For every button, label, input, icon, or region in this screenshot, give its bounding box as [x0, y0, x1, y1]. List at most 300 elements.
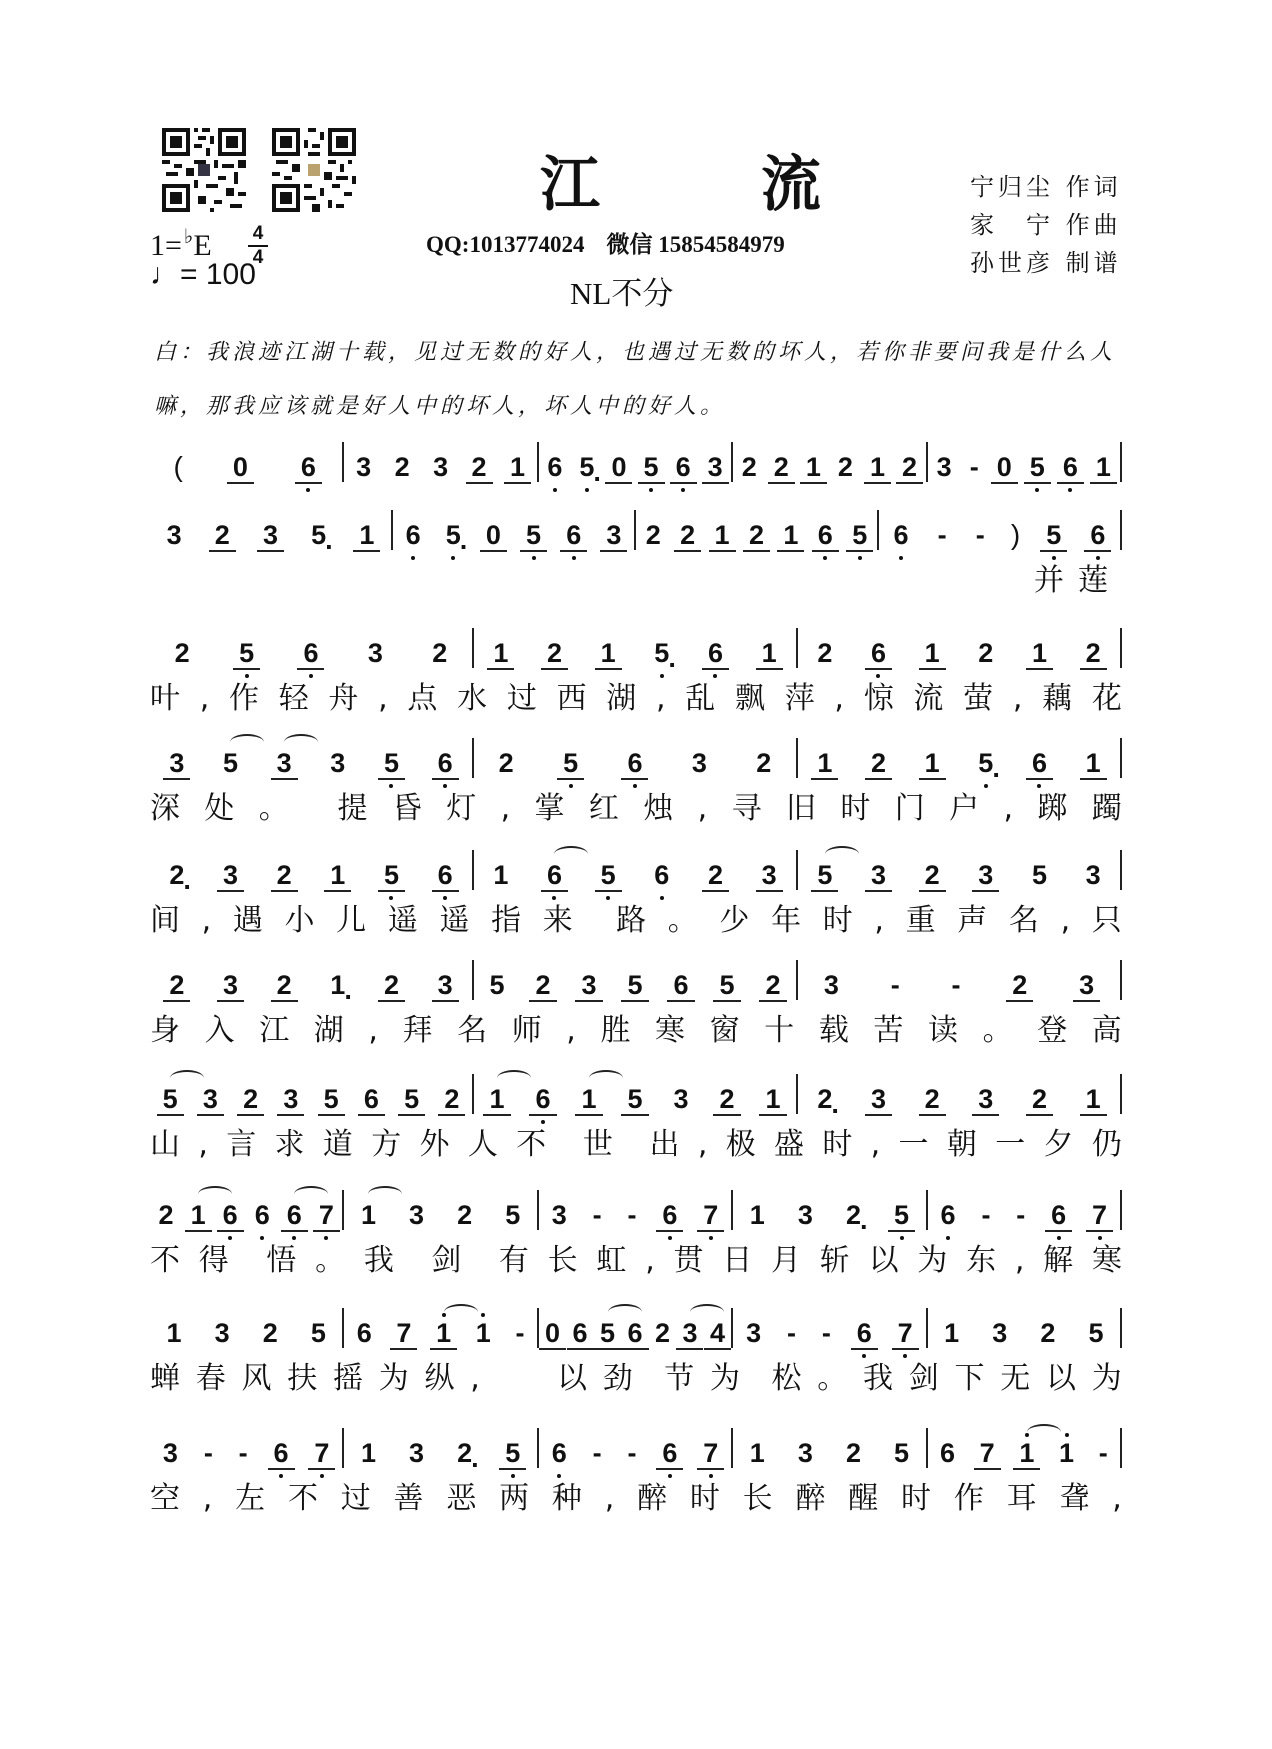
note: 3 [978, 1084, 994, 1114]
lyric-char: 拜 [402, 1013, 433, 1048]
octave-down-dot [306, 488, 310, 492]
note: 5 [812, 846, 837, 898]
measure [928, 1296, 1120, 1356]
note: 3 [746, 1318, 762, 1348]
page-title: 江 流 [540, 150, 891, 220]
barline [1120, 628, 1122, 668]
score-system [150, 1062, 1122, 1172]
note: 7 [979, 1438, 995, 1468]
note-extension: - [1016, 1200, 1026, 1230]
note: 2 [741, 452, 757, 482]
lyric-char: 求 [274, 1127, 305, 1162]
note: 0 [611, 452, 627, 482]
lyrics-line [150, 1238, 1122, 1288]
note: 2 [1085, 638, 1101, 668]
note: 6 [218, 1186, 243, 1238]
note: 2 [1040, 1318, 1056, 1348]
lyric-char: 莲 [1078, 563, 1122, 598]
lyric-char: 红 [588, 791, 619, 826]
note: 2 [680, 520, 696, 550]
lyric-char: 叶 [150, 681, 180, 716]
lyric-char: 善 [393, 1481, 424, 1516]
augmentation-dot: · [471, 1450, 481, 1480]
note: 1 [783, 520, 799, 550]
note: 3 [673, 1084, 689, 1114]
lyric-char: 户 [949, 791, 980, 826]
lyric-char: 读 [928, 1013, 958, 1048]
note: 6 [269, 1424, 294, 1476]
note: 3 [870, 1084, 886, 1114]
lyric-char: 夕 [1043, 1127, 1074, 1162]
octave-down-dot [668, 1236, 672, 1240]
note: 2 [471, 452, 487, 482]
lyric-char: 聋 [1059, 1481, 1090, 1516]
measure [798, 1062, 1120, 1126]
note: 5 [404, 1084, 420, 1114]
note-extension: - [627, 1438, 637, 1468]
note-extension: - [975, 520, 985, 550]
lyric-char: , [834, 681, 844, 716]
note: 1 [186, 1186, 211, 1238]
lyric-char: 东 [966, 1243, 997, 1278]
lyric-char: 道 [322, 1127, 353, 1162]
lyric-char: 重 [905, 903, 936, 938]
note: 1 [817, 748, 833, 778]
lyric-char: 时 [822, 903, 853, 938]
lyric-char: 不 [150, 1243, 180, 1278]
measure [344, 1296, 536, 1356]
octave-up-dot [1025, 1433, 1029, 1437]
note: 5 [379, 734, 404, 786]
note: 3 [1079, 970, 1095, 1000]
note-extension: - [821, 1318, 831, 1348]
note: 1 [493, 638, 509, 668]
note: 1 [510, 452, 526, 482]
lyric-char: 。 [258, 791, 289, 826]
lyrics-line [150, 898, 1122, 948]
note: 3 [409, 1438, 425, 1468]
octave-down-dot [668, 1474, 672, 1478]
lyric-char: , [874, 903, 884, 938]
note: 6 [657, 1424, 682, 1476]
note: 3 [551, 1200, 567, 1230]
lyric-char: , [199, 681, 210, 716]
note: 5 [1025, 438, 1050, 490]
staff-line [150, 726, 1122, 790]
note: 3 [222, 970, 238, 1000]
credits [970, 168, 1122, 282]
note: 3 [606, 520, 622, 550]
lyric-char: , [566, 1013, 576, 1048]
lyric-char: , [604, 1481, 615, 1516]
note: 2 [383, 970, 399, 1000]
measure [150, 1178, 342, 1238]
note: 3 [433, 452, 449, 482]
lyric-char: 旧 [785, 791, 816, 826]
note: 1 [714, 520, 730, 550]
note: 1 [360, 1438, 376, 1468]
lyric-char: , [198, 1127, 208, 1162]
octave-down-dot [681, 488, 685, 492]
note: 2 · [457, 1438, 481, 1480]
note: 6 [530, 1070, 555, 1122]
staff-line [150, 616, 1122, 680]
note: 1 [869, 452, 886, 482]
note: 6 [542, 846, 567, 898]
note: 1 [1085, 1084, 1101, 1114]
octave-down-dot [1052, 556, 1056, 560]
lyric-char: 间 [150, 903, 180, 938]
staff-line [150, 1062, 1122, 1126]
note: 5 [847, 506, 872, 558]
note: 6 [542, 438, 567, 490]
measure [150, 838, 472, 902]
lyrics-line [150, 1122, 1122, 1172]
note: 3 [202, 1084, 218, 1114]
note: 2 [276, 860, 292, 890]
note: 2 [444, 1084, 460, 1114]
note: 1 [749, 1200, 765, 1230]
note: 1 [944, 1318, 960, 1348]
note: 5 · [311, 520, 335, 562]
note: 2 [169, 970, 185, 1000]
repeat-paren: ) [1010, 519, 1021, 550]
note: 5 [505, 1200, 521, 1230]
lyric-char: 劲 [602, 1361, 633, 1396]
note: 0 [485, 520, 501, 550]
note: 2 [924, 860, 940, 890]
note: 1 [359, 520, 375, 550]
note: 3 [367, 638, 383, 668]
lyric-char: 烛 [643, 791, 674, 826]
lyric-char: 流 [913, 681, 944, 716]
measure [474, 616, 796, 680]
octave-down-dot [1057, 1236, 1061, 1240]
note: 3 [797, 1200, 813, 1230]
lyric-char: 窗 [709, 1013, 740, 1048]
lyric-char: 。 [315, 1243, 346, 1278]
note: 2 [748, 520, 764, 550]
lyric-char: 只 [1091, 903, 1122, 938]
augmentation-dot: · [831, 1096, 841, 1126]
qr-code-2 [272, 128, 356, 212]
lyric-char: 纵 [424, 1361, 455, 1396]
measure [344, 1416, 536, 1480]
lyric-char: 身 [150, 1013, 180, 1048]
lyric-char: 过 [340, 1481, 371, 1516]
note: 3 [797, 1438, 813, 1468]
lyric-char: 躅 [1091, 791, 1122, 826]
note: 2 [870, 748, 886, 778]
lyric-char: 门 [894, 791, 925, 826]
note: 5 [894, 1438, 910, 1468]
note: 6 [363, 1084, 379, 1114]
note: 6 [866, 624, 891, 676]
measure [928, 1178, 1120, 1238]
repeat-paren: ( [173, 451, 183, 482]
lyric-char: 作 [953, 1481, 984, 1516]
note: 2 [645, 520, 661, 550]
lyric-char: 过 [506, 681, 537, 716]
narration-text: 白：我浪迹江湖十载，见过无数的好人，也遇过无数的坏人，若你非要问我是什么人嘛，那我应该就是好人中的坏人，坏人中的好人。 [154, 340, 1117, 419]
note-extension: - [1098, 1438, 1108, 1468]
lyric-char: 醉 [795, 1481, 826, 1516]
octave-down-dot [572, 556, 576, 560]
barline [1120, 1428, 1122, 1468]
note: 5 [558, 734, 583, 786]
barline [1120, 510, 1122, 550]
note: 3 [214, 1318, 230, 1348]
lyric-char: 春 [195, 1361, 226, 1396]
lyric-char: 舟 [328, 681, 359, 716]
measure [344, 430, 536, 490]
note: 6 [889, 506, 914, 558]
lyric-char: 方 [371, 1127, 402, 1162]
octave-down-dot [1098, 1236, 1102, 1240]
note: 3 [823, 970, 839, 1000]
lyric-char: 一 [995, 1127, 1026, 1162]
staff-line [150, 430, 1122, 494]
octave-down-dot [1035, 488, 1039, 492]
note: 3 [437, 970, 453, 1000]
lyric-char: 花 [1091, 681, 1122, 716]
measure [798, 616, 1120, 676]
note: 1 [765, 1084, 781, 1114]
lyrics-line [150, 676, 1122, 726]
note: 5 [218, 734, 243, 786]
lyric-char: 作 [228, 681, 259, 716]
lyric-char: 空 [150, 1481, 180, 1516]
octave-down-dot [320, 1474, 324, 1478]
augmentation-dot: · [992, 760, 1002, 790]
lyric-char: 下 [954, 1361, 985, 1396]
score-system [150, 726, 1122, 836]
contact-qq: QQ:1013774024 [426, 232, 585, 257]
lyric-char: 解 [1043, 1243, 1074, 1278]
lyric-char: , [470, 1361, 480, 1396]
lyric-char: 时 [822, 1127, 853, 1162]
note: 5 [158, 1070, 183, 1122]
measure [150, 726, 472, 786]
octave-down-dot [309, 674, 313, 678]
octave-down-dot [660, 896, 664, 900]
lyric-char: 小 [284, 903, 315, 938]
note: 5 · [579, 452, 603, 494]
measure [150, 1416, 342, 1476]
note: 1 [1085, 748, 1101, 778]
measure [474, 948, 796, 1008]
note: 0 [545, 1318, 561, 1348]
lyric-char: 风 [241, 1361, 272, 1396]
lyrics-line [150, 1356, 1122, 1406]
tempo-marking: ♩= 100 [150, 258, 256, 291]
lyric-char: , [368, 1013, 378, 1048]
lyric-char: 西 [556, 681, 587, 716]
note: 2 [845, 1438, 861, 1468]
note: 1 · [330, 970, 354, 1012]
lyric-char: 扶 [287, 1361, 318, 1396]
augmentation-dot: · [593, 464, 603, 494]
octave-down-dot [900, 1236, 904, 1240]
octave-down-dot [553, 488, 557, 492]
note: 2 [817, 638, 833, 668]
note: 3 [162, 1438, 178, 1468]
note-extension: - [592, 1438, 602, 1468]
lyric-char: 乱 [685, 681, 716, 716]
note: 3 [356, 452, 372, 482]
lyric-char: 江 [259, 1013, 290, 1048]
note: 1 [924, 748, 940, 778]
note-extension: - [937, 520, 947, 550]
score-system [150, 430, 1122, 494]
note: 5 [627, 970, 643, 1000]
note: 3 [677, 1304, 702, 1356]
lyric-char [496, 1356, 526, 1406]
measure [879, 498, 1120, 558]
staff-line [150, 498, 1122, 562]
lyric-char: 苦 [873, 1013, 904, 1048]
octave-up-dot [1065, 1433, 1069, 1437]
note: 7 [309, 1424, 334, 1476]
note: 2 [214, 520, 230, 550]
measure [150, 1062, 472, 1122]
note: 6 [296, 438, 321, 490]
lyric-char: 高 [1091, 1013, 1122, 1048]
note: 3 [330, 748, 346, 778]
lyric-char: 掌 [534, 791, 565, 826]
note: 6 [433, 734, 458, 786]
note: 5 [379, 846, 404, 898]
lyric-char: 来 [542, 903, 573, 938]
lyric-char: 并 [1034, 563, 1078, 598]
measure [150, 1296, 342, 1356]
note: 5 [489, 970, 505, 1000]
octave-down-dot [541, 1120, 545, 1124]
note: 6 [703, 624, 728, 676]
note: 6 [1085, 506, 1110, 558]
note: 7 [893, 1304, 918, 1356]
measure [733, 1416, 925, 1476]
measure [539, 1178, 731, 1238]
lyric-char: 儿 [336, 903, 367, 938]
time-signature: 4 4 [248, 224, 268, 268]
note: 2 · [169, 860, 193, 902]
octave-up-dot [442, 1313, 446, 1317]
octave-down-dot [1068, 488, 1072, 492]
note: 5 [1031, 860, 1047, 890]
lyric-char: 声 [957, 903, 988, 938]
note: 2 · [845, 1200, 869, 1242]
lyric-char: 仍 [1091, 1127, 1122, 1162]
staff-line [150, 948, 1122, 1012]
measure [733, 1296, 925, 1356]
lyric-char: 虹 [596, 1243, 627, 1278]
key-signature: 1= ♭E [150, 226, 212, 262]
barline [1120, 1190, 1122, 1230]
note: 6 [282, 1186, 307, 1238]
note: 2 [902, 452, 918, 482]
lyric-char: 日 [722, 1243, 753, 1278]
augmentation-dot: · [325, 532, 335, 562]
note: 1 [166, 1318, 182, 1348]
lyric-char: , [870, 1127, 881, 1162]
note: 6 [356, 1318, 372, 1348]
note: 2 [756, 748, 772, 778]
note-extension: - [787, 1318, 797, 1348]
note: 5 [627, 1084, 643, 1114]
lyric-char: 两 [499, 1481, 530, 1516]
lyric-char: 节 [664, 1361, 695, 1396]
note: 3 [262, 520, 278, 550]
measure [539, 1296, 731, 1356]
note: 6 [813, 506, 838, 558]
credit-lyricist: 宁归尘 作词 [970, 173, 1122, 201]
lyric-char: 师 [511, 1013, 542, 1048]
lyric-char: 得 [198, 1243, 229, 1278]
measure [928, 430, 1120, 490]
augmentation-dot: · [183, 872, 193, 902]
lyric-char: , [697, 1127, 708, 1162]
lyric-char: 出 [649, 1127, 680, 1162]
lyric-char: 不 [287, 1481, 318, 1516]
note-extension: - [981, 1200, 991, 1230]
lyric-char: , [201, 903, 212, 938]
note: 2 [498, 748, 514, 778]
lyric-char: 外 [419, 1127, 450, 1162]
octave-down-dot [511, 1474, 515, 1478]
note: 4 [709, 1318, 725, 1348]
lyric-char: 灯 [446, 791, 477, 826]
note: 0 [232, 452, 248, 482]
note: 2 [394, 452, 410, 482]
note: 5 [1088, 1318, 1104, 1348]
measure [150, 498, 391, 562]
octave-down-dot [709, 1474, 713, 1478]
note: 1 [600, 638, 616, 668]
note: 6 [852, 1304, 877, 1356]
lyric-char: 为 [1091, 1361, 1122, 1396]
lyric-char: 时 [840, 791, 871, 826]
score-system [150, 498, 1122, 608]
note: 3 [870, 860, 886, 890]
note: 5 [889, 1186, 914, 1238]
contact-info [426, 226, 785, 259]
lyric-char: , [697, 791, 708, 826]
note-extension: - [515, 1318, 525, 1348]
lyric-char: 人 [467, 1127, 498, 1162]
note: 2 [1012, 970, 1028, 1000]
note: 2 [765, 970, 781, 1000]
note: 6 [1058, 438, 1083, 490]
octave-down-dot [585, 488, 589, 492]
lyric-char: 登 [1037, 1013, 1068, 1048]
barline [1120, 442, 1122, 482]
barline [1120, 738, 1122, 778]
lyric-char: 极 [725, 1127, 756, 1162]
note: 2 [654, 1318, 670, 1348]
barline [1120, 960, 1122, 1000]
lyric-char: 十 [764, 1013, 795, 1048]
measure [798, 838, 1120, 898]
note: 2 [535, 970, 551, 1000]
octave-down-dot [660, 674, 664, 678]
lyric-char: 寻 [731, 791, 762, 826]
note: 2 [837, 452, 853, 482]
octave-up-dot [481, 1313, 485, 1317]
measure [474, 1062, 796, 1122]
lyric-char: , [1060, 903, 1071, 938]
staff-line [150, 1416, 1122, 1480]
